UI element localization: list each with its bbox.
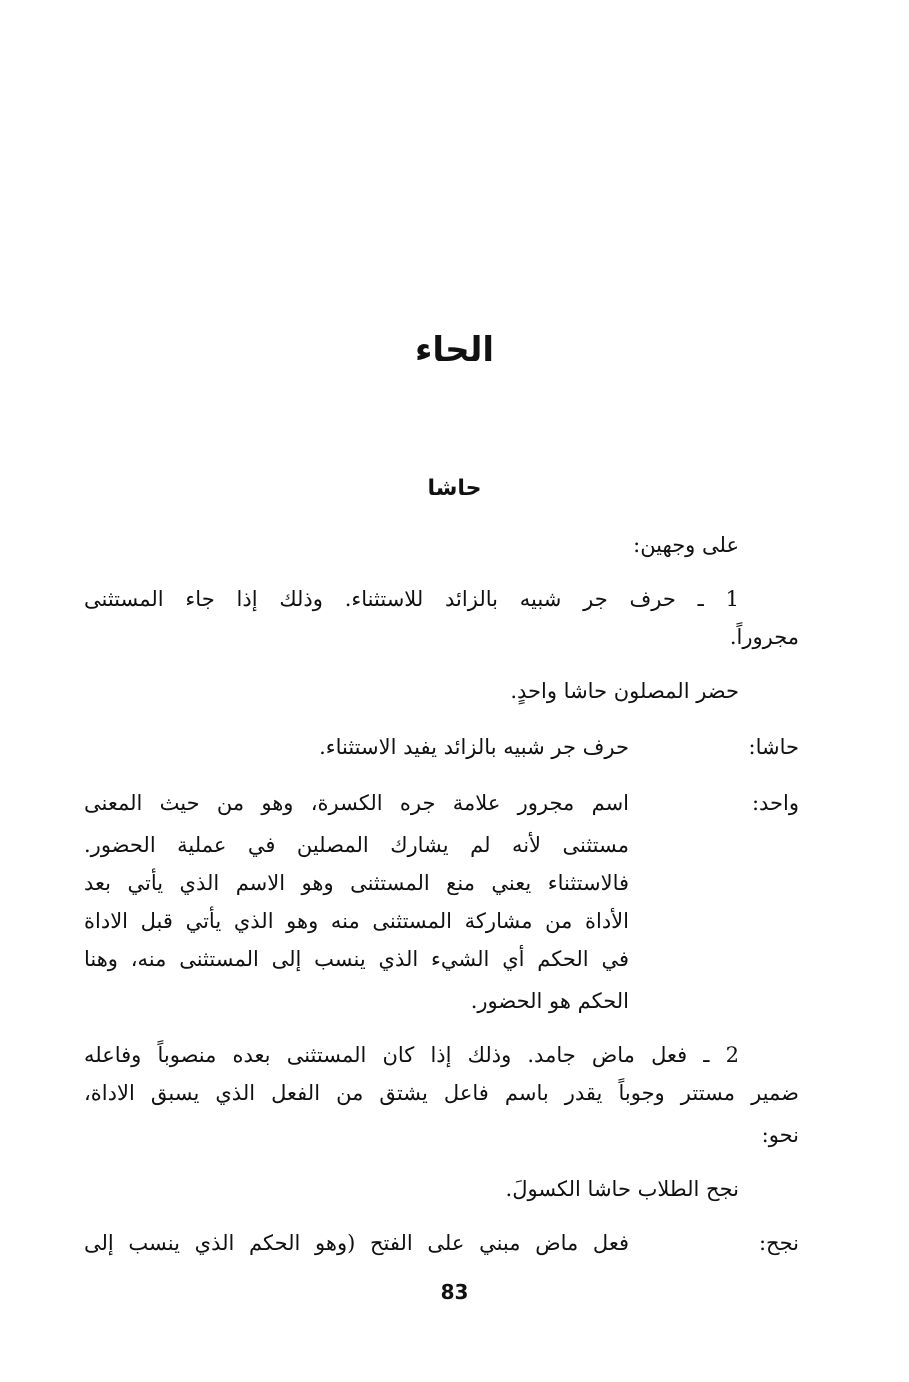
parse1-def2-line6: الحكم هو الحضور.: [470, 989, 629, 1013]
sense2-line1: 2 ـ فعل ماض جامد. وذلك إذا كان المستثنى بعده منصوباً وفاعله: [84, 1043, 739, 1067]
intro-line: على وجهين:: [633, 533, 739, 557]
chapter-title: الحاء: [414, 330, 495, 370]
parse2-def1: فعل ماض مبني على الفتح (وهو الحكم الذي ينسب إلى: [84, 1231, 629, 1255]
sense1-line1: 1 ـ حرف جر شبيه بالزائد للاستثناء. وذلك إذا جاء المستثنى: [84, 587, 739, 611]
sense2-line2: ضمير مستتر وجوباً يقدر باسم فاعل يشتق من الفعل الذي يسبق الاداة،: [84, 1081, 799, 1105]
parse1-term2: واحد:: [751, 791, 799, 815]
entry-title: حاشا: [427, 476, 482, 501]
example2: نجح الطلاب حاشا الكسولَ.: [505, 1177, 739, 1201]
example1: حضر المصلون حاشا واحدٍ.: [510, 679, 739, 703]
parse1-def2-line5: في الحكم أي الشيء الذي ينسب إلى المستثنى منه، وهنا: [84, 947, 629, 971]
sense2-line3: نحو:: [761, 1123, 799, 1147]
parse1-def2-line3: فالاستثناء يعني منع المستثنى وهو الاسم الذي يأتي بعد: [84, 871, 629, 895]
parse1-term1: حاشا:: [748, 735, 799, 759]
parse2-term1: نجح:: [758, 1231, 799, 1255]
parse1-def2-line1: اسم مجرور علامة جره الكسرة، وهو من حيث المعنى: [84, 791, 629, 815]
sense1-line2: مجروراً.: [729, 625, 799, 649]
page-number: 83: [440, 1280, 469, 1304]
parse1-def2-line2: مستثنى لأنه لم يشارك المصلين في عملية الحضور.: [84, 833, 629, 857]
parse1-def2-line4: الأداة من مشاركة المستثنى منه وهو الذي يأتي قبل الاداة: [84, 909, 629, 933]
parse1-def1: حرف جر شبيه بالزائد يفيد الاستثناء.: [319, 735, 629, 759]
